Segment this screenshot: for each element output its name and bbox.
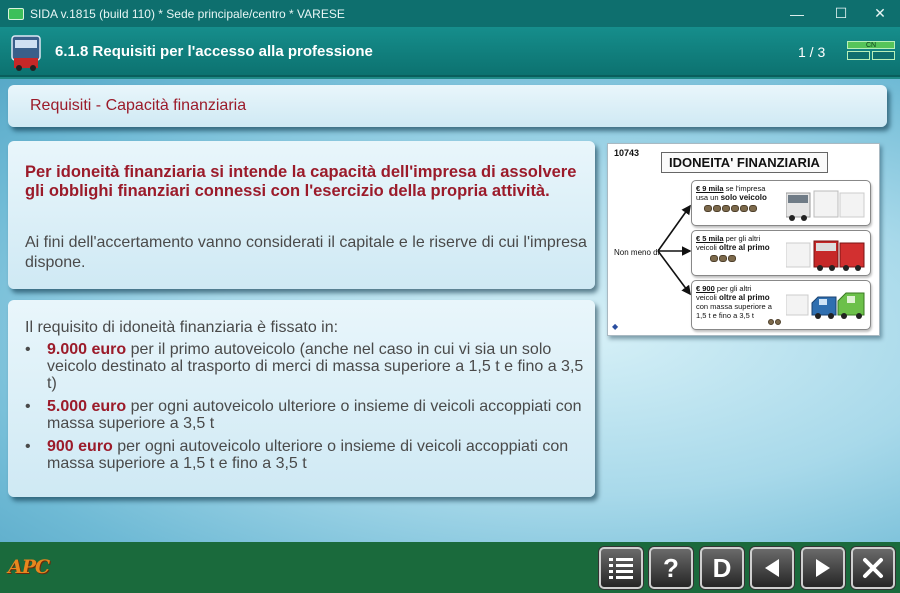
box-text: con massa superiore a 1,5 t e fino a 3,5 t xyxy=(696,302,772,320)
coins-icon xyxy=(704,205,757,212)
minimize-button[interactable] xyxy=(775,0,819,27)
close-icon: ✕ xyxy=(874,5,886,21)
letter-d-icon: D xyxy=(712,552,732,583)
cn-badge-left-cell xyxy=(847,51,870,60)
box-amount: € 900 xyxy=(696,284,715,293)
bullet: • xyxy=(25,398,31,415)
cn-badge xyxy=(847,41,895,61)
content-area xyxy=(0,79,900,542)
bullet: • xyxy=(25,438,31,455)
previous-button[interactable] xyxy=(750,547,794,589)
illustration-code: 10743 xyxy=(614,148,640,158)
illustration-box-light-vehicle xyxy=(691,280,871,330)
maximize-button[interactable] xyxy=(819,0,863,27)
left-arrow-icon xyxy=(761,557,783,579)
requirements-intro: Il requisito di idoneità finanziaria è fissato in: xyxy=(25,319,339,336)
question-icon: ? xyxy=(663,552,679,583)
box-amount: € 5 mila xyxy=(696,234,724,243)
cn-badge-right-cell xyxy=(872,51,895,60)
trucks-icon xyxy=(786,235,866,273)
illustration-box-first-vehicle xyxy=(691,180,871,226)
truck-logo-icon xyxy=(8,32,44,72)
list-item xyxy=(25,341,585,392)
box-text: se l'impresa xyxy=(723,184,766,193)
cn-badge-label: CN xyxy=(847,41,895,49)
requirement-amount: 9.000 euro xyxy=(47,341,127,358)
box-text: usa un xyxy=(696,193,721,202)
requirement-amount: 900 euro xyxy=(47,438,113,455)
box-text-bold: oltre al primo xyxy=(718,243,770,252)
close-button[interactable] xyxy=(851,547,895,589)
right-arrow-icon xyxy=(812,557,834,579)
apc-logo: APC xyxy=(8,556,50,578)
app-icon xyxy=(8,8,24,20)
header-bar xyxy=(0,27,900,77)
box-text: per gli altri xyxy=(723,234,761,243)
requirements-panel xyxy=(8,300,595,497)
section-title: 6.1.8 Requisiti per l'accesso alla professione xyxy=(55,43,373,60)
minimize-icon: — xyxy=(790,5,804,22)
index-button[interactable] xyxy=(599,547,643,589)
close-x-icon xyxy=(862,557,884,579)
box-amount: € 9 mila xyxy=(696,184,724,193)
subtitle-panel xyxy=(8,85,887,127)
box-text-bold: oltre al primo xyxy=(718,293,770,302)
requirements-list xyxy=(25,341,585,478)
page-subtitle: Requisiti - Capacità finanziaria xyxy=(30,97,247,114)
illustration-box-additional-vehicle xyxy=(691,230,871,276)
list-icon xyxy=(608,557,634,579)
requirement-text: per ogni autoveicolo ulteriore o insieme di veicoli accoppiati con massa superiore a 1,5 t e fino a 3,5 t xyxy=(47,438,569,472)
box-text: per gli altri xyxy=(714,284,752,293)
vans-icon xyxy=(786,285,866,323)
maximize-icon: ☐ xyxy=(834,5,848,21)
bullet: • xyxy=(25,341,31,358)
illustration-left-label: Non meno di xyxy=(614,248,660,257)
d-button[interactable] xyxy=(700,547,744,589)
window-titlebar xyxy=(0,0,900,27)
list-item xyxy=(25,438,585,472)
coins-icon xyxy=(768,319,781,325)
illustration-panel[interactable] xyxy=(607,143,880,336)
requirement-text: per ogni autoveicolo ulteriore o insieme di veicoli accoppiati con massa superiore a 3,5 t xyxy=(47,398,582,432)
illustration-mark-icon: ◆ xyxy=(612,322,619,331)
window-title: SIDA v.1815 (build 110) * Sede principale/centro * VARESE xyxy=(30,6,345,21)
requirement-amount: 5.000 euro xyxy=(47,398,127,415)
definition-bold-text: Per idoneità finanziaria si intende la capacità dell'impresa di assolvere gli obblighi finanziari connessi con l'esercizio della propria attività. xyxy=(25,163,577,200)
box-text: veicoli xyxy=(696,243,719,252)
next-button[interactable] xyxy=(801,547,845,589)
definition-text: Ai fini dell'accertamento vanno considerati il capitale e le riserve di cui l'impresa dispone. xyxy=(25,234,587,271)
box-text: veicoli xyxy=(696,293,719,302)
coins-icon xyxy=(710,255,740,262)
box-text-bold: solo veicolo xyxy=(720,193,767,202)
help-button[interactable] xyxy=(649,547,693,589)
requirement-text: per il primo autoveicolo (anche nel caso in cui vi sia un solo veicolo destinato al trasporto di merci di massa superiore a 1,5 t e fino a 3,5 t) xyxy=(47,341,584,392)
page-counter: 1 / 3 xyxy=(798,44,826,60)
trucks-icon xyxy=(786,185,866,223)
illustration-title: IDONEITA' FINANZIARIA xyxy=(661,152,828,173)
list-item xyxy=(25,398,585,432)
definition-panel xyxy=(8,141,595,289)
window-close-button[interactable] xyxy=(858,0,900,27)
footer-bar xyxy=(0,542,900,593)
